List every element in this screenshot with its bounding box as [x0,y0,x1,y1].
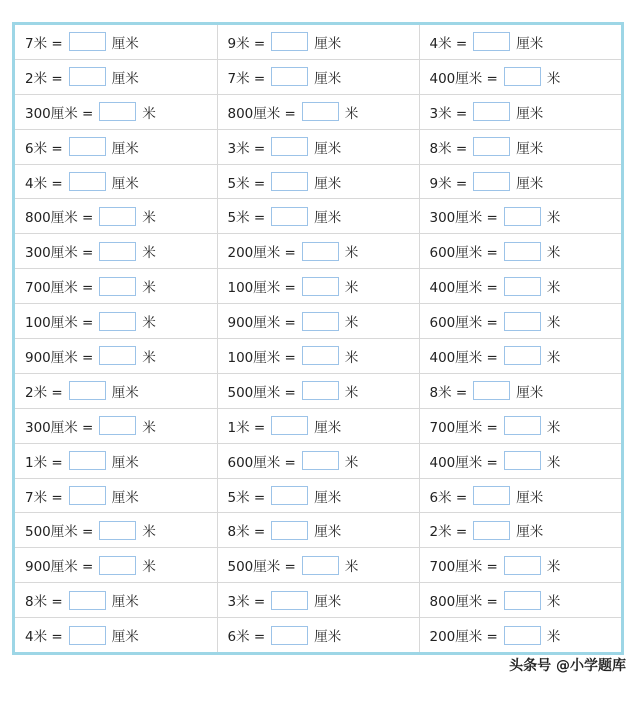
question-text: 700厘米 = [429,559,498,576]
exercise-cell [419,373,621,408]
question-text: 500厘米 = [227,384,296,401]
question-text: 2米 = [25,384,63,401]
answer-box[interactable] [504,416,541,435]
question-text: 3米 = [227,140,266,157]
unit-label: 米 [142,280,156,297]
unit-label: 厘米 [314,594,342,611]
unit-label: 米 [142,419,156,436]
question-text: 800厘米 = [227,105,296,122]
answer-box[interactable] [69,381,106,400]
table-row [15,164,621,199]
unit-label: 米 [546,210,561,227]
question-text: 500厘米 = [227,559,296,576]
question-text: 7米 = [227,70,266,87]
question-text: 300厘米 = [25,419,94,436]
exercise-cell [217,408,419,443]
question-text: 7米 = [25,35,63,52]
exercise-cell [419,269,621,304]
table-row [15,618,621,652]
answer-box[interactable] [271,521,308,540]
unit-label: 米 [142,524,156,541]
answer-box[interactable] [504,277,541,296]
exercise-cell [15,25,217,59]
answer-box[interactable] [473,137,510,156]
exercise-cell [419,408,621,443]
answer-box[interactable] [271,137,308,156]
exercise-cell [419,443,621,478]
question-text: 8米 = [25,594,63,611]
unit-label: 厘米 [516,384,544,401]
question-text: 2米 = [429,524,468,541]
unit-label: 米 [344,245,359,262]
unit-label: 米 [546,629,561,646]
answer-box[interactable] [473,172,510,191]
table-row [15,443,621,478]
answer-box[interactable] [99,346,136,365]
answer-box[interactable] [302,312,339,331]
question-text: 800厘米 = [429,594,498,611]
unit-label: 米 [546,315,561,332]
question-text: 1米 = [227,419,266,436]
unit-label: 米 [344,315,359,332]
exercise-cell [217,373,419,408]
question-text: 6米 = [25,140,63,157]
exercise-cell [15,234,217,269]
answer-box[interactable] [69,137,106,156]
question-text: 9米 = [429,175,468,192]
question-text: 1米 = [25,454,63,471]
question-text: 4米 = [25,175,63,192]
exercise-cell [217,548,419,583]
unit-label: 厘米 [314,629,342,646]
unit-label: 厘米 [314,140,342,157]
answer-box[interactable] [302,102,339,121]
table-row [15,478,621,513]
question-text: 500厘米 = [25,524,94,541]
exercise-cell [217,583,419,618]
unit-label: 米 [142,105,156,122]
unit-label: 厘米 [111,70,139,87]
unit-label: 厘米 [314,175,342,192]
unit-label: 厘米 [516,35,544,52]
table-row [15,548,621,583]
question-text: 900厘米 = [227,315,296,332]
unit-label: 厘米 [516,524,544,541]
question-text: 400厘米 = [429,70,498,87]
unit-label: 米 [142,349,156,366]
unit-label: 厘米 [516,489,544,506]
answer-box[interactable] [69,67,106,86]
answer-box[interactable] [271,416,308,435]
question-text: 5米 = [227,175,266,192]
unit-label: 米 [344,105,359,122]
exercise-cell [419,234,621,269]
question-text: 900厘米 = [25,349,94,366]
watermark-footer: 头条号 @小学题库 [509,658,626,674]
answer-box[interactable] [69,451,106,470]
question-text: 800厘米 = [25,210,94,227]
answer-box[interactable] [302,451,339,470]
answer-box[interactable] [504,242,541,261]
exercise-cell [15,94,217,129]
answer-box[interactable] [271,172,308,191]
unit-label: 厘米 [111,594,139,611]
unit-label: 米 [546,454,561,471]
question-text: 600厘米 = [227,454,296,471]
question-text: 300厘米 = [25,105,94,122]
unit-label: 厘米 [516,140,544,157]
answer-box[interactable] [99,556,136,575]
exercise-cell [419,583,621,618]
exercise-cell [217,199,419,234]
answer-box[interactable] [473,102,510,121]
exercise-cell [15,269,217,304]
answer-box[interactable] [271,591,308,610]
table-row [15,25,621,59]
question-text: 100厘米 = [227,280,296,297]
answer-box[interactable] [69,626,106,645]
table-row [15,513,621,548]
unit-label: 米 [344,349,359,366]
question-text: 400厘米 = [429,454,498,471]
unit-label: 厘米 [111,384,139,401]
answer-box[interactable] [69,32,106,51]
exercise-cell [419,94,621,129]
table-row [15,59,621,94]
question-text: 900厘米 = [25,559,94,576]
unit-label: 米 [546,280,561,297]
exercise-cell [419,199,621,234]
exercise-cell [217,234,419,269]
unit-label: 厘米 [314,70,342,87]
answer-box[interactable] [99,207,136,226]
answer-box[interactable] [271,207,308,226]
answer-box[interactable] [504,346,541,365]
exercise-cell [15,59,217,94]
unit-label: 厘米 [516,175,544,192]
question-text: 4米 = [429,35,468,52]
exercise-cell [419,25,621,59]
question-text: 5米 = [227,210,266,227]
unit-label: 厘米 [314,419,342,436]
table-row [15,234,621,269]
unit-label: 米 [344,454,359,471]
table-row [15,269,621,304]
answer-box[interactable] [302,277,339,296]
answer-box[interactable] [504,312,541,331]
exercise-cell [419,304,621,339]
exercise-cell [217,618,419,652]
unit-label: 米 [344,280,359,297]
answer-box[interactable] [473,486,510,505]
answer-box[interactable] [271,626,308,645]
unit-label: 米 [142,559,156,576]
question-text: 200厘米 = [227,245,296,262]
unit-label: 米 [344,559,359,576]
exercise-cell [419,164,621,199]
answer-box[interactable] [99,521,136,540]
unit-label: 米 [546,349,561,366]
exercise-cell [419,129,621,164]
exercise-cell [419,618,621,652]
answer-box[interactable] [504,626,541,645]
answer-box[interactable] [99,416,136,435]
question-text: 4米 = [25,629,63,646]
exercise-cell [217,59,419,94]
unit-label: 米 [142,315,156,332]
exercise-cell [15,339,217,374]
exercise-cell [217,513,419,548]
question-text: 600厘米 = [429,315,498,332]
exercise-cell [217,129,419,164]
unit-label: 米 [344,384,359,401]
exercise-cell [419,478,621,513]
unit-label: 厘米 [111,35,139,52]
answer-box[interactable] [271,32,308,51]
answer-box[interactable] [504,591,541,610]
unit-label: 厘米 [314,524,342,541]
exercise-cell [15,408,217,443]
question-text: 400厘米 = [429,349,498,366]
unit-label: 米 [546,419,561,436]
answer-box[interactable] [69,486,106,505]
unit-label: 厘米 [314,35,342,52]
exercise-cell [15,618,217,652]
table-row [15,373,621,408]
exercise-table [15,25,621,652]
unit-label: 厘米 [111,175,139,192]
exercise-cell [217,478,419,513]
question-text: 200厘米 = [429,629,498,646]
question-text: 2米 = [25,70,63,87]
question-text: 6米 = [227,629,266,646]
answer-box[interactable] [99,312,136,331]
question-text: 3米 = [429,105,468,122]
question-text: 100厘米 = [25,315,94,332]
exercise-cell [15,478,217,513]
exercise-cell [217,304,419,339]
exercise-cell [217,339,419,374]
exercise-cell [419,59,621,94]
answer-box[interactable] [504,207,541,226]
answer-box[interactable] [271,486,308,505]
unit-label: 米 [546,559,561,576]
answer-box[interactable] [473,381,510,400]
unit-label: 厘米 [111,454,139,471]
exercise-cell [15,199,217,234]
answer-box[interactable] [99,102,136,121]
question-text: 5米 = [227,489,266,506]
question-text: 8米 = [227,524,266,541]
exercise-cell [217,25,419,59]
exercise-cell [15,373,217,408]
worksheet [12,22,624,655]
exercise-cell [15,164,217,199]
question-text: 300厘米 = [25,245,94,262]
answer-box[interactable] [99,242,136,261]
table-row [15,129,621,164]
question-text: 3米 = [227,594,266,611]
exercise-cell [15,513,217,548]
unit-label: 厘米 [516,105,544,122]
question-text: 600厘米 = [429,245,498,262]
table-row [15,199,621,234]
unit-label: 米 [142,245,156,262]
unit-label: 米 [546,594,561,611]
unit-label: 厘米 [314,210,342,227]
unit-label: 厘米 [111,140,139,157]
question-text: 8米 = [429,384,468,401]
exercise-cell [15,583,217,618]
exercise-cell [217,269,419,304]
exercise-cell [419,339,621,374]
exercise-cell [419,548,621,583]
unit-label: 厘米 [111,629,139,646]
answer-box[interactable] [473,521,510,540]
answer-box[interactable] [504,451,541,470]
table-row [15,583,621,618]
unit-label: 米 [142,210,156,227]
question-text: 100厘米 = [227,349,296,366]
unit-label: 米 [546,245,561,262]
question-text: 7米 = [25,489,63,506]
question-text: 700厘米 = [429,419,498,436]
exercise-cell [217,94,419,129]
unit-label: 厘米 [314,489,342,506]
exercise-cell [15,129,217,164]
table-row [15,94,621,129]
answer-box[interactable] [271,67,308,86]
exercise-cell [15,443,217,478]
exercise-cell [217,443,419,478]
answer-box[interactable] [302,556,339,575]
question-text: 8米 = [429,140,468,157]
question-text: 6米 = [429,489,468,506]
answer-box[interactable] [99,277,136,296]
answer-box[interactable] [504,556,541,575]
exercise-cell [419,513,621,548]
table-row [15,408,621,443]
answer-box[interactable] [69,591,106,610]
exercise-cell [15,304,217,339]
question-text: 400厘米 = [429,280,498,297]
answer-box[interactable] [302,346,339,365]
unit-label: 厘米 [111,489,139,506]
question-text: 9米 = [227,35,266,52]
answer-box[interactable] [473,32,510,51]
table-row [15,339,621,374]
table-row [15,304,621,339]
question-text: 300厘米 = [429,210,498,227]
question-text: 700厘米 = [25,280,94,297]
answer-box[interactable] [504,67,541,86]
answer-box[interactable] [302,381,339,400]
answer-box[interactable] [69,172,106,191]
unit-label: 米 [546,70,561,87]
answer-box[interactable] [302,242,339,261]
exercise-cell [15,548,217,583]
exercise-cell [217,164,419,199]
